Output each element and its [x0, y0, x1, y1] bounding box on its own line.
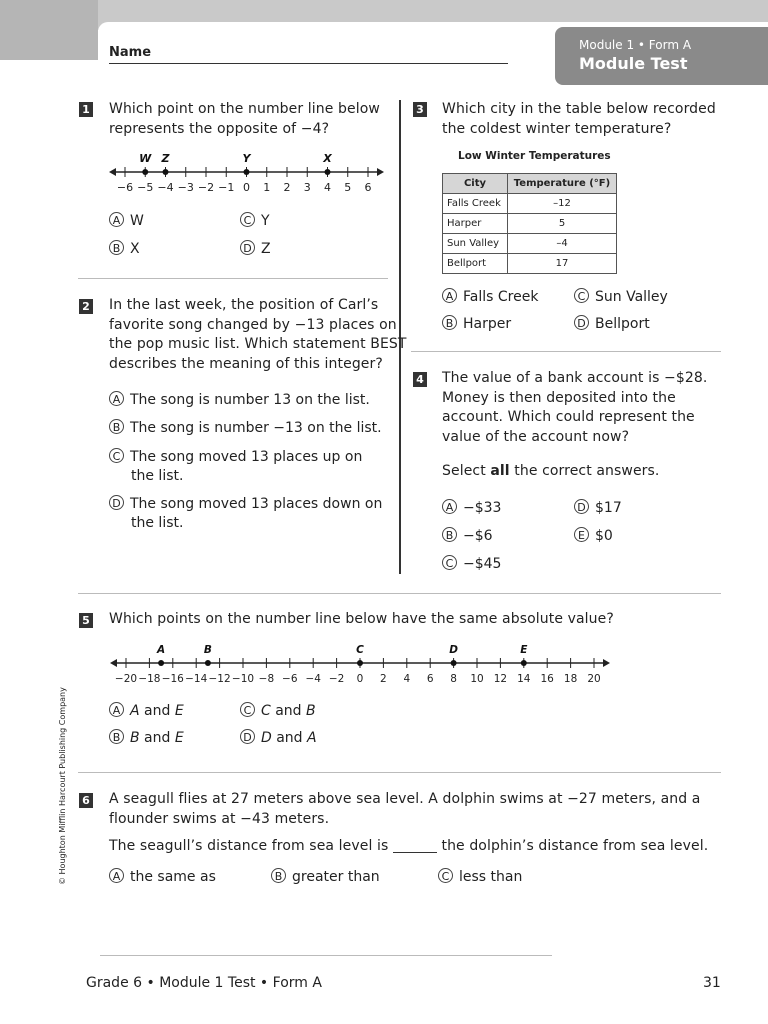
table-cell: –4 — [508, 234, 617, 254]
table-header: City — [443, 174, 508, 194]
tick-label: 1 — [263, 181, 271, 194]
option-text: Z — [261, 241, 271, 257]
q4-option-e[interactable] — [574, 527, 613, 546]
tick-label: 16 — [540, 673, 554, 685]
point-name: E — [174, 703, 184, 719]
option-circle: A — [109, 868, 124, 883]
point-marker — [521, 660, 527, 666]
instruction-text: Select — [442, 463, 491, 479]
tick-label: 20 — [587, 673, 601, 685]
tick-label: −12 — [208, 673, 231, 685]
option-text: Bellport — [595, 316, 650, 332]
option-circle: A — [442, 499, 457, 514]
divider — [78, 772, 721, 773]
option-circle: D — [240, 240, 255, 255]
q1-option-b[interactable] — [109, 240, 140, 259]
table-cell: 17 — [508, 254, 617, 274]
option-circle: E — [574, 527, 589, 542]
table-title: Low Winter Temperatures — [458, 150, 611, 162]
option-text: greater than — [292, 869, 380, 885]
question-4-line: The value of a bank account is −$28. — [442, 370, 708, 386]
q6-option-c[interactable] — [438, 868, 522, 887]
option-text: and — [139, 703, 175, 719]
tick-label: −14 — [185, 673, 208, 685]
option-text: the same as — [130, 869, 216, 885]
table-row — [443, 234, 617, 254]
table-header: Temperature (°F) — [508, 174, 617, 194]
tick-label: 2 — [380, 673, 387, 685]
q6-option-b[interactable] — [271, 868, 380, 887]
question-6-text — [109, 790, 700, 829]
option-circle: D — [574, 499, 589, 514]
option-text: W — [130, 213, 144, 229]
question-number-4: 4 — [413, 372, 427, 387]
point-marker — [142, 169, 148, 175]
point-marker — [158, 660, 164, 666]
question-number-5: 5 — [79, 613, 93, 628]
q3-option-b[interactable] — [442, 315, 511, 334]
tick-label: −5 — [137, 181, 154, 194]
option-text: $0 — [595, 528, 613, 544]
sentence-text: the dolphin’s distance from sea level. — [441, 838, 709, 854]
point-name: A — [130, 703, 140, 719]
question-4-line: value of the account now? — [442, 428, 630, 445]
option-circle: B — [109, 419, 124, 434]
instruction-bold: all — [490, 463, 510, 479]
question-6-sentence — [109, 837, 708, 857]
option-text: X — [130, 241, 140, 257]
question-1-text — [109, 100, 380, 139]
option-circle: A — [442, 288, 457, 303]
question-2-line: favorite song changed by −13 places on — [109, 316, 397, 333]
question-6-line: flounder swims at −43 meters. — [109, 810, 330, 827]
point-label: A — [157, 644, 166, 656]
tick-label: 4 — [324, 181, 331, 194]
sentence-text: The seagull’s distance from sea level is — [109, 838, 389, 854]
option-text: −$6 — [463, 528, 493, 544]
tick-label: −10 — [231, 673, 255, 685]
divider — [78, 278, 388, 279]
footer-label: Grade 6 • Module 1 Test • Form A — [86, 975, 322, 991]
option-circle: C — [240, 702, 255, 717]
name-label: Name — [109, 45, 152, 60]
question-2-text — [109, 296, 407, 374]
tick-label: 2 — [283, 181, 291, 194]
tick-label: 4 — [403, 673, 411, 685]
tick-label: 6 — [426, 673, 434, 685]
tick-label: −20 — [114, 673, 138, 685]
q2-option-c[interactable] — [109, 448, 362, 486]
option-text: −$45 — [463, 556, 502, 572]
copyright-notice: © Houghton Mifflin Harcourt Publishing Company — [58, 687, 67, 885]
q2-option-b[interactable] — [109, 419, 382, 438]
tick-label: 18 — [563, 673, 578, 685]
q6-option-a[interactable] — [109, 868, 216, 887]
point-marker — [205, 660, 211, 666]
tick-label: −16 — [161, 673, 184, 685]
tick-label: −3 — [177, 181, 194, 194]
point-name: B — [306, 703, 316, 719]
table-row — [443, 194, 617, 214]
divider — [78, 593, 721, 594]
option-circle: B — [442, 315, 457, 330]
q1-option-a[interactable] — [109, 212, 144, 231]
question-number-2: 2 — [79, 299, 93, 314]
question-number-1: 1 — [79, 102, 93, 117]
q3-option-c[interactable] — [574, 288, 668, 307]
tick-label: 10 — [470, 673, 484, 685]
q4-option-c[interactable] — [442, 555, 501, 574]
point-label: Z — [161, 152, 170, 165]
module-title: Module Test — [579, 54, 688, 73]
option-text: the list. — [131, 468, 184, 484]
option-text: The song is number 13 on the list. — [130, 392, 370, 408]
option-text: and — [271, 730, 308, 746]
module-tab — [555, 27, 768, 85]
q4-option-a[interactable] — [442, 499, 501, 518]
arrow-right-icon — [377, 168, 384, 176]
name-field-line[interactable] — [109, 63, 508, 64]
option-circle: C — [109, 448, 124, 463]
tick-label: −2 — [197, 181, 215, 194]
option-circle: A — [109, 702, 124, 717]
point-label: Y — [242, 152, 251, 165]
q3-option-d[interactable] — [574, 315, 650, 334]
q2-option-a[interactable] — [109, 391, 370, 410]
q4-option-d[interactable] — [574, 499, 622, 518]
q5-option-c[interactable] — [240, 702, 316, 721]
tick-label: −8 — [258, 673, 275, 685]
page-number: 31 — [703, 975, 721, 991]
point-name: B — [130, 730, 140, 746]
option-circle: C — [574, 288, 589, 303]
tick-label: 0 — [356, 673, 364, 685]
tick-label: −2 — [328, 673, 345, 685]
option-circle: D — [574, 315, 589, 330]
option-circle: C — [240, 212, 255, 227]
option-text: Falls Creek — [463, 289, 539, 305]
point-label: C — [356, 644, 364, 656]
tick-label: −4 — [305, 673, 321, 685]
option-circle: B — [109, 729, 124, 744]
tick-label: 3 — [303, 181, 311, 194]
option-circle: B — [271, 868, 286, 883]
table-cell: Harper — [443, 214, 508, 234]
question-1-number-line — [105, 148, 385, 196]
question-number-6: 6 — [79, 793, 93, 808]
arrow-right-icon — [603, 659, 610, 667]
question-5-text: Which points on the number line below have the same absolute value? — [109, 611, 614, 627]
option-text: less than — [459, 869, 523, 885]
question-2-line: describes the meaning of this integer? — [109, 355, 383, 372]
question-number-3: 3 — [413, 102, 427, 117]
option-circle: D — [240, 729, 255, 744]
question-1-line: represents the opposite of −4? — [109, 120, 330, 137]
table-cell: Sun Valley — [443, 234, 508, 254]
tick-label: 5 — [344, 181, 352, 194]
tick-label: −1 — [218, 181, 235, 194]
table-cell: Bellport — [443, 254, 508, 274]
arrow-left-icon — [109, 168, 116, 176]
question-4-line: Money is then deposited into the — [442, 389, 676, 406]
point-label: B — [203, 644, 212, 656]
option-text: the list. — [131, 515, 184, 531]
point-label: E — [520, 644, 528, 656]
arrow-left-icon — [110, 659, 117, 667]
question-3-line: Which city in the table below recorded — [442, 101, 716, 117]
point-name: E — [174, 730, 184, 746]
module-form-label: Module 1 • Form A — [579, 38, 692, 52]
option-circle: C — [442, 555, 457, 570]
tick-label: 14 — [517, 673, 531, 685]
q5-option-b[interactable] — [109, 729, 184, 748]
option-circle: A — [109, 212, 124, 227]
tick-label: 8 — [450, 673, 457, 685]
q4-option-b[interactable] — [442, 527, 493, 546]
tick-label: 0 — [243, 181, 250, 194]
option-circle: B — [109, 240, 124, 255]
option-text: The song moved 13 places down on — [130, 496, 383, 512]
point-marker — [357, 660, 363, 666]
point-marker — [451, 660, 457, 666]
question-3-line: the coldest winter temperature? — [442, 120, 672, 137]
temperature-table — [442, 173, 617, 274]
option-text: and — [270, 703, 307, 719]
tick-label: −4 — [157, 181, 174, 194]
tick-label: −6 — [282, 673, 298, 685]
point-marker — [325, 169, 331, 175]
point-name: C — [261, 703, 271, 719]
point-name: D — [261, 730, 272, 746]
table-row — [443, 214, 617, 234]
option-text: The song is number −13 on the list. — [130, 420, 382, 436]
question-3-text — [442, 100, 716, 139]
table-header-row — [443, 174, 617, 194]
q5-option-a[interactable] — [109, 702, 184, 721]
question-5-number-line — [105, 638, 625, 688]
instruction-text: the correct answers. — [509, 463, 660, 479]
select-instruction — [442, 462, 659, 482]
footer-divider — [100, 955, 552, 956]
table-row — [443, 254, 617, 274]
point-label: W — [139, 152, 152, 165]
table-cell: 5 — [508, 214, 617, 234]
point-label: X — [323, 152, 332, 165]
question-6-line: A seagull flies at 27 meters above sea level. A dolphin swims at −27 meters, and a — [109, 791, 701, 807]
q1-option-c[interactable] — [240, 212, 270, 231]
option-text: −$33 — [463, 500, 502, 516]
point-marker — [163, 169, 169, 175]
option-circle: C — [438, 868, 453, 883]
answer-blank[interactable] — [393, 840, 437, 853]
option-circle: B — [442, 527, 457, 542]
point-label: D — [449, 644, 458, 656]
point-marker — [244, 169, 250, 175]
table-cell: Falls Creek — [443, 194, 508, 214]
option-text: $17 — [595, 500, 622, 516]
tick-label: −6 — [116, 181, 134, 194]
option-text: The song moved 13 places up on — [130, 449, 363, 465]
question-4-text — [442, 369, 707, 447]
q1-option-d[interactable] — [240, 240, 271, 259]
divider — [411, 351, 721, 352]
option-text: Harper — [463, 316, 512, 332]
tick-label: 12 — [493, 673, 508, 685]
q3-option-a[interactable] — [442, 288, 538, 307]
header-corner — [0, 0, 98, 60]
question-2-line: the pop music list. Which statement BEST — [109, 336, 407, 352]
tick-label: 6 — [364, 181, 372, 194]
option-text: Y — [261, 213, 270, 229]
option-circle: A — [109, 391, 124, 406]
table-cell: –12 — [508, 194, 617, 214]
option-circle: D — [109, 495, 124, 510]
point-name: A — [307, 730, 317, 746]
question-1-line: Which point on the number line below — [109, 101, 380, 117]
q2-option-d[interactable] — [109, 495, 382, 533]
question-4-line: account. Which could represent the — [442, 409, 695, 425]
tick-label: −18 — [138, 673, 161, 685]
option-text: and — [139, 730, 175, 746]
option-text: Sun Valley — [595, 289, 668, 305]
question-2-line: In the last week, the position of Carl’s — [109, 297, 379, 313]
q5-option-d[interactable] — [240, 729, 317, 748]
